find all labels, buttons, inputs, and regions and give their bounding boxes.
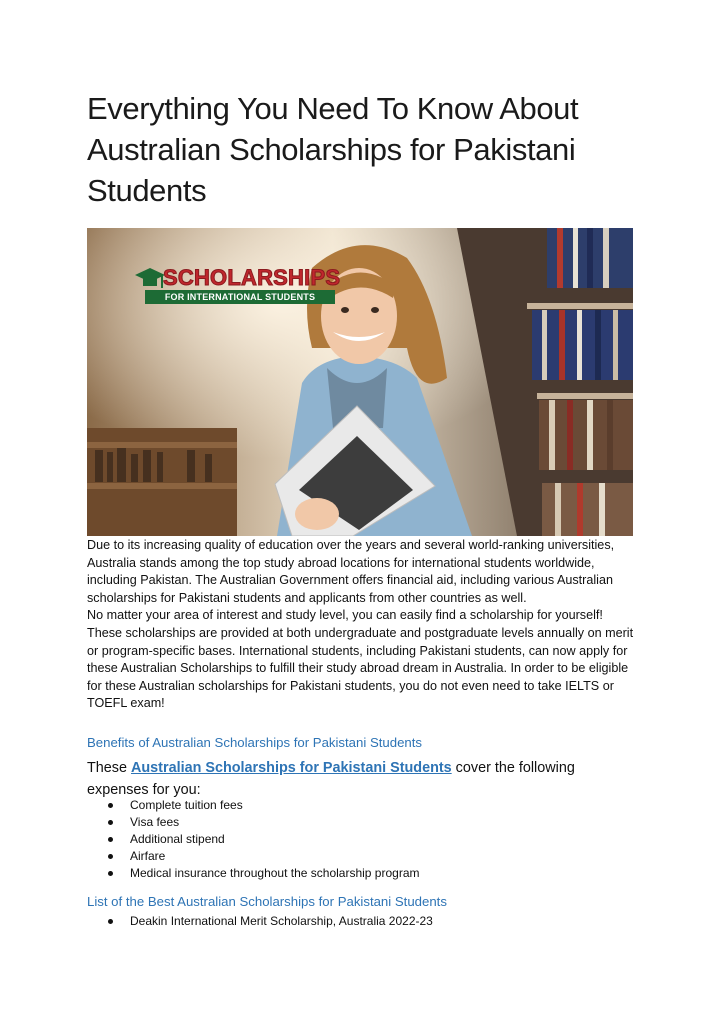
benefits-list [87, 797, 420, 882]
list-item: Additional stipend [87, 831, 420, 848]
scholarship-list-heading: List of the Best Australian Scholarships for Pakistani Students [87, 894, 447, 909]
list-item: Visa fees [87, 814, 420, 831]
graduation-cap-icon [135, 268, 165, 292]
benefits-heading: Benefits of Australian Scholarships for Pakistani Students [87, 735, 422, 750]
benefits-intro-suffix: cover the following expenses for you: [87, 760, 575, 798]
paragraph-intro: Due to its increasing quality of education over the years and several world-ranking universities, Australia stands among the top study abroad locations for international students worldwide, including Pakistan. The Australian Government offers financial aid, including various Australian scholarships for Pakistani students and applicants from other countries as well. [87, 538, 615, 605]
scholarships-link[interactable]: Australian Scholarships for Pakistani Students [131, 760, 452, 776]
scholarship-list [87, 913, 433, 930]
hero-image [87, 228, 633, 536]
benefits-intro [87, 757, 635, 801]
benefits-intro-prefix: These [87, 760, 131, 776]
scholarships-logo [135, 265, 341, 308]
list-item: Airfare [87, 848, 420, 865]
logo-tagline: FOR INTERNATIONAL STUDENTS [145, 290, 335, 304]
page-title: Everything You Need To Know About Australian Scholarships for Pakistani Students [87, 91, 579, 208]
list-item: Medical insurance throughout the scholarship program [87, 865, 420, 882]
paragraph-eligibility: No matter your area of interest and study level, you can easily find a scholarship for yourself! These scholarships are provided at both undergraduate and postgraduate levels annually on merit or program-specific bases. International students, including Pakistani students, can now apply for these Australian Scholarships to fulfill their study abroad dream in Australia. In order to be eligible for these Australian scholarships for Pakistani students, you do not even need to take IELTS or TOEFL exam! [87, 608, 634, 711]
logo-wordmark: SCHOLARSHIPS [163, 265, 341, 290]
list-item: Complete tuition fees [87, 797, 420, 814]
list-item: Deakin International Merit Scholarship, Australia 2022-23 [87, 913, 433, 930]
body-text [87, 537, 635, 713]
